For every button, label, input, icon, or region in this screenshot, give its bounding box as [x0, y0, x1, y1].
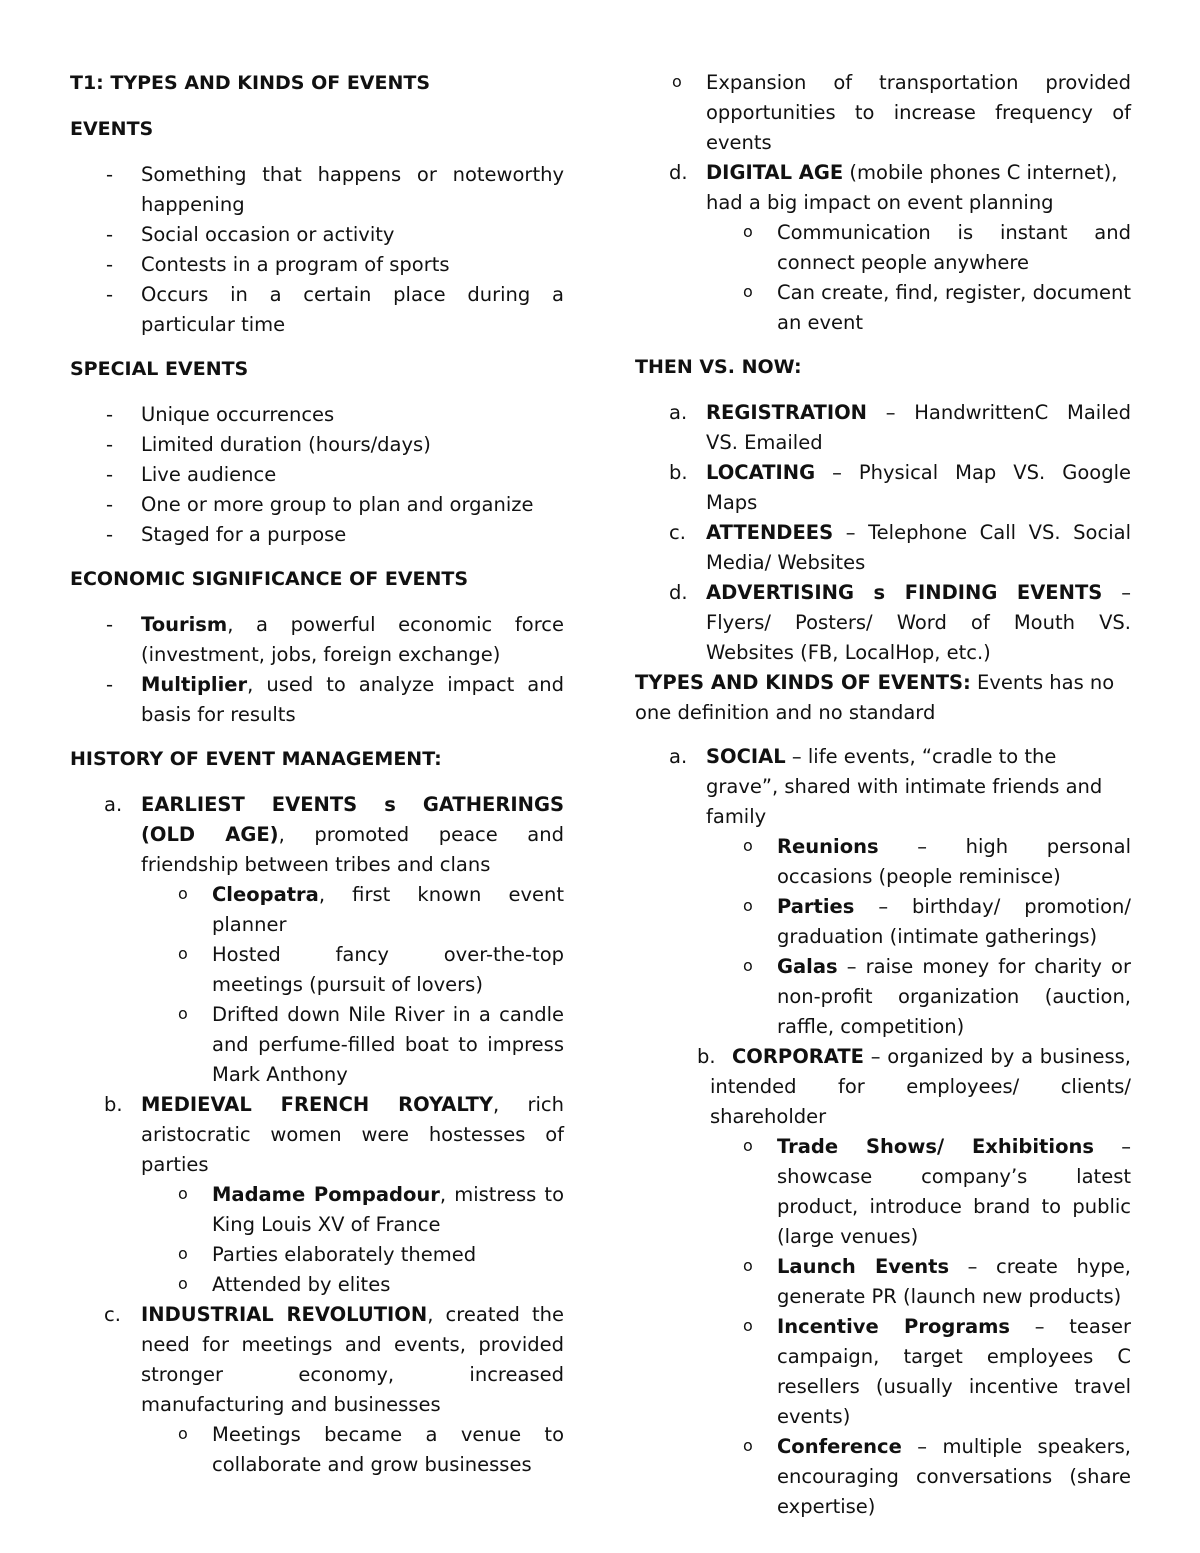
- types-list: [635, 742, 1131, 1522]
- special-events-heading: SPECIAL EVENTS: [70, 358, 249, 380]
- list-item: - One or more group to plan and organize: [106, 493, 534, 516]
- list-item: o Incentive Programs – teaser campaign, target employees C resellers (usually incentive travel events): [743, 1315, 1131, 1428]
- list-item: c. ATTENDEES – Telephone Call VS. Social Media/ Websites: [669, 521, 1131, 574]
- document-title: T1: TYPES AND KINDS OF EVENTS: [70, 72, 431, 94]
- list-item: - Occurs in a certain place during a particular time: [106, 283, 564, 336]
- economic-significance-list: [70, 610, 564, 730]
- types-intro: TYPES AND KINDS OF EVENTS: Events has no one definition and no standard: [635, 671, 1115, 724]
- list-item: o Madame Pompadour, mistress to King Louis XV of France: [178, 1183, 565, 1236]
- list-item: o Attended by elites: [178, 1273, 391, 1296]
- events-heading: EVENTS: [70, 118, 154, 140]
- history-item-medieval: b. MEDIEVAL FRENCH ROYALTY, rich aristocratic women were hostesses of parties o Madame Pompadour, mistress to King Louis XV of France o Parties elaborately themed o Attended by elites: [70, 1090, 564, 1300]
- list-item: o Reunions – high personal occasions (people reminisce): [743, 835, 1131, 888]
- list-item: o Galas – raise money for charity or non-profit organization (auction, raffle, competition): [743, 955, 1131, 1038]
- left-column: [70, 68, 564, 1480]
- list-item: o Conference – multiple speakers, encouraging conversations (share expertise): [743, 1435, 1131, 1518]
- history-sublist: [141, 1180, 564, 1300]
- history-heading: HISTORY OF EVENT MANAGEMENT:: [70, 748, 442, 770]
- list-item: - Staged for a purpose: [106, 523, 347, 546]
- list-item: o Communication is instant and connect people anywhere: [743, 221, 1131, 274]
- types-item-social: a. SOCIAL – life events, “cradle to the grave”, shared with intimate friends and family o Reunions – high personal occasions (people reminisce) o Parties – birthday/ promotion/ graduation (intimate gatherings) o Galas – raise money for charity or non-profit organization (auction, raffle, competition): [635, 742, 1131, 1042]
- list-item: - Multiplier, used to analyze impact and basis for results: [106, 673, 564, 726]
- list-item: d. ADVERTISING s FINDING EVENTS – Flyers/ Posters/ Word of Mouth VS. Websites (FB, LocalHop, etc.): [669, 581, 1131, 664]
- history-list: [70, 790, 564, 1480]
- types-heading: TYPES AND KINDS OF EVENTS:: [635, 671, 971, 694]
- list-item: - Social occasion or activity: [106, 223, 395, 246]
- list-item: o Launch Events – create hype, generate PR (launch new products): [743, 1255, 1131, 1308]
- digital-age-list: [635, 158, 1131, 338]
- events-list: [70, 160, 564, 340]
- list-item: b. LOCATING – Physical Map VS. Google Maps: [669, 461, 1131, 514]
- list-item: - Something that happens or noteworthy happening: [106, 163, 564, 216]
- types-sublist: [706, 1132, 1131, 1522]
- list-item: o Cleopatra, first known event planner: [178, 883, 564, 936]
- list-item: - Limited duration (hours/days): [106, 433, 431, 456]
- history-sublist: [141, 1420, 564, 1480]
- list-item: o Drifted down Nile River in a candle and perfume-filled boat to impress Mark Anthony: [178, 1003, 564, 1086]
- history-item-industrial: c. INDUSTRIAL REVOLUTION, created the need for meetings and events, provided stronger economy, increased manufacturing and businesses o Meetings became a venue to collaborate and grow businesses: [70, 1300, 564, 1480]
- list-item: a. REGISTRATION – HandwrittenC Mailed VS. Emailed: [669, 401, 1131, 454]
- list-item: - Contests in a program of sports: [106, 253, 450, 276]
- list-item: - Live audience: [106, 463, 277, 486]
- list-item: - Tourism, a powerful economic force (investment, jobs, foreign exchange): [106, 613, 564, 666]
- economic-significance-heading: ECONOMIC SIGNIFICANCE OF EVENTS: [70, 568, 469, 590]
- list-item: o Parties – birthday/ promotion/ graduation (intimate gatherings): [743, 895, 1131, 948]
- list-item: - Unique occurrences: [106, 403, 335, 426]
- list-item: o Hosted fancy over-the-top meetings (pursuit of lovers): [178, 943, 564, 996]
- history-item-earliest: a. EARLIEST EVENTS s GATHERINGS (OLD AGE), promoted peace and friendship between tribes and clans o Cleopatra, first known event planner o Hosted fancy over-the-top meetings (pursuit of lovers) o Drifted down Nile River in a candle and perfume-filled boat to impress Mark Anthony: [70, 790, 564, 1090]
- then-vs-now-heading: THEN VS. NOW:: [635, 356, 802, 378]
- special-events-list: [70, 400, 564, 550]
- types-item-corporate: b. CORPORATE – organized by a business, intended for employees/ clients/ shareholder o Trade Shows/ Exhibitions – showcase company’s latest product, introduce brand to public (large venues) o Launch Events – create hype, generate PR (launch new products) o Incentive Programs – teaser campaign, target employees C resellers (usually incentive travel events) o Conference – multiple speakers, encouraging conversations (share expertise): [635, 1042, 1131, 1522]
- types-sublist: [706, 832, 1131, 1042]
- industrial-sublist-continued: [635, 68, 1131, 158]
- right-column: [635, 68, 1131, 1522]
- list-item: o Can create, find, register, document an event: [743, 281, 1131, 334]
- list-item: o Trade Shows/ Exhibitions – showcase company’s latest product, introduce brand to public (large venues): [743, 1135, 1131, 1248]
- history-item-digital: d. DIGITAL AGE (mobile phones C internet), had a big impact on event planning o Communication is instant and connect people anywhere o Can create, find, register, document an event: [635, 158, 1131, 338]
- list-item: o Expansion of transportation provided opportunities to increase frequency of events: [672, 71, 1131, 154]
- list-item: o Meetings became a venue to collaborate and grow businesses: [178, 1423, 564, 1476]
- history-sublist: [141, 880, 564, 1090]
- history-sublist: [706, 218, 1131, 338]
- list-item: o Parties elaborately themed: [178, 1243, 477, 1266]
- then-vs-now-list: [635, 398, 1131, 668]
